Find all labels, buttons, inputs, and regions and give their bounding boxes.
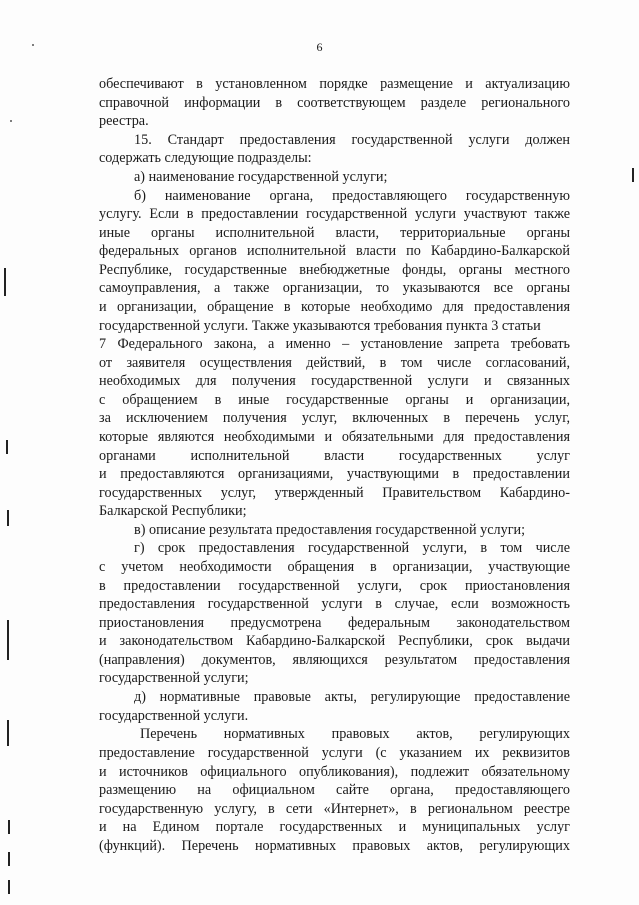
scan-artifact bbox=[7, 510, 9, 526]
text-line: б) наименование органа, предоставляющего государственную bbox=[134, 188, 570, 204]
scan-artifact bbox=[6, 440, 8, 454]
scan-artifact bbox=[632, 168, 634, 182]
text-line: 7 Федерального закона, а именно – установление запрета требовать bbox=[99, 336, 570, 352]
text-line: предоставление государственной услуги (с указанием их реквизитов bbox=[99, 745, 570, 761]
scan-artifact bbox=[8, 880, 10, 894]
text-line: и предоставляются организациями, участвующими в предоставлении bbox=[99, 466, 570, 482]
text-line: обеспечивают в установленном порядке размещение и актуализацию bbox=[99, 76, 570, 92]
text-line: от заявителя осуществления действий, в том числе согласований, bbox=[99, 355, 570, 371]
text-line: Перечень нормативных правовых актов, регулирующих bbox=[140, 726, 570, 742]
text-line: размещению на официальном сайте органа, предоставляющего bbox=[99, 782, 570, 798]
text-line: услугу. Если в предоставлении государственной услуги участвуют также bbox=[99, 206, 570, 222]
text-line: самоуправления, а также организации, то указываются все органы bbox=[99, 280, 570, 296]
text-line: 15. Стандарт предоставления государственной услуги должен bbox=[134, 132, 570, 148]
text-line: и законодательством Кабардино-Балкарской Республики, срок выдачи bbox=[99, 633, 570, 649]
text-line: государственную услугу, в сети «Интернет», в региональном реестре bbox=[99, 801, 570, 817]
text-line: г) срок предоставления государственной услуги, в том числе bbox=[134, 540, 570, 556]
scan-speck bbox=[10, 120, 12, 122]
text-line: и организации, обращение в которые необходимо для предоставления bbox=[99, 299, 570, 315]
text-line: Республике, государственные внебюджетные фонды, органы местного bbox=[99, 262, 570, 278]
text-line: государственной услуги. bbox=[99, 708, 249, 724]
text-line: которые являются необходимыми и обязательными для предоставления bbox=[99, 429, 570, 445]
text-line: приостановления предусмотрена федеральным законодательством bbox=[99, 615, 570, 631]
text-line: с учетом необходимости обращения в организации, участвующие bbox=[99, 559, 570, 575]
text-line: (функций). Перечень нормативных правовых актов, регулирующих bbox=[99, 838, 570, 854]
text-line: государственной услуги; bbox=[99, 670, 249, 686]
text-line: (направления) документов, являющихся результатом предоставления bbox=[99, 652, 570, 668]
text-line: федеральных органов исполнительной власти по Кабардино-Балкарской bbox=[99, 243, 570, 259]
scan-artifact bbox=[4, 268, 6, 296]
text-line: содержать следующие подразделы: bbox=[99, 150, 312, 166]
text-line: государственных услуг, утвержденный Правительством Кабардино- bbox=[99, 485, 570, 501]
text-line: иные органы исполнительной власти, территориальные органы bbox=[99, 225, 570, 241]
text-line: органами исполнительной власти государственных услуг bbox=[99, 448, 570, 464]
text-line: а) наименование государственной услуги; bbox=[134, 169, 388, 185]
text-line: в предоставлении государственной услуги, срок приостановления bbox=[99, 578, 570, 594]
text-line: государственной услуги. Также указываются требования пункта 3 статьи bbox=[99, 318, 541, 334]
text-line: необходимых для получения государственной услуги и связанных bbox=[99, 373, 570, 389]
page-number: 6 bbox=[316, 40, 323, 54]
text-line: реестра. bbox=[99, 113, 149, 129]
text-line: и на Едином портале государственных и муниципальных услуг bbox=[99, 819, 570, 835]
scan-artifact bbox=[7, 720, 9, 746]
scan-speck bbox=[32, 44, 34, 46]
text-line: с обращением в иные государственные органы и организации, bbox=[99, 392, 570, 408]
text-line: в) описание результата предоставления государственной услуги; bbox=[134, 522, 526, 538]
scan-artifact bbox=[8, 852, 10, 866]
text-line: справочной информации в соответствующем разделе регионального bbox=[99, 95, 570, 111]
text-line: и источников официального опубликования), подлежит обязательному bbox=[99, 764, 570, 780]
text-line: предоставления государственной услуги в случае, если возможность bbox=[99, 596, 570, 612]
text-line: д) нормативные правовые акты, регулирующие предоставление bbox=[134, 689, 570, 705]
text-line: за исключением получения услуг, включенных в перечень услуг, bbox=[99, 410, 570, 426]
text-line: Балкарской Республики; bbox=[99, 503, 247, 519]
scan-artifact bbox=[8, 820, 10, 834]
scan-artifact bbox=[7, 620, 9, 660]
